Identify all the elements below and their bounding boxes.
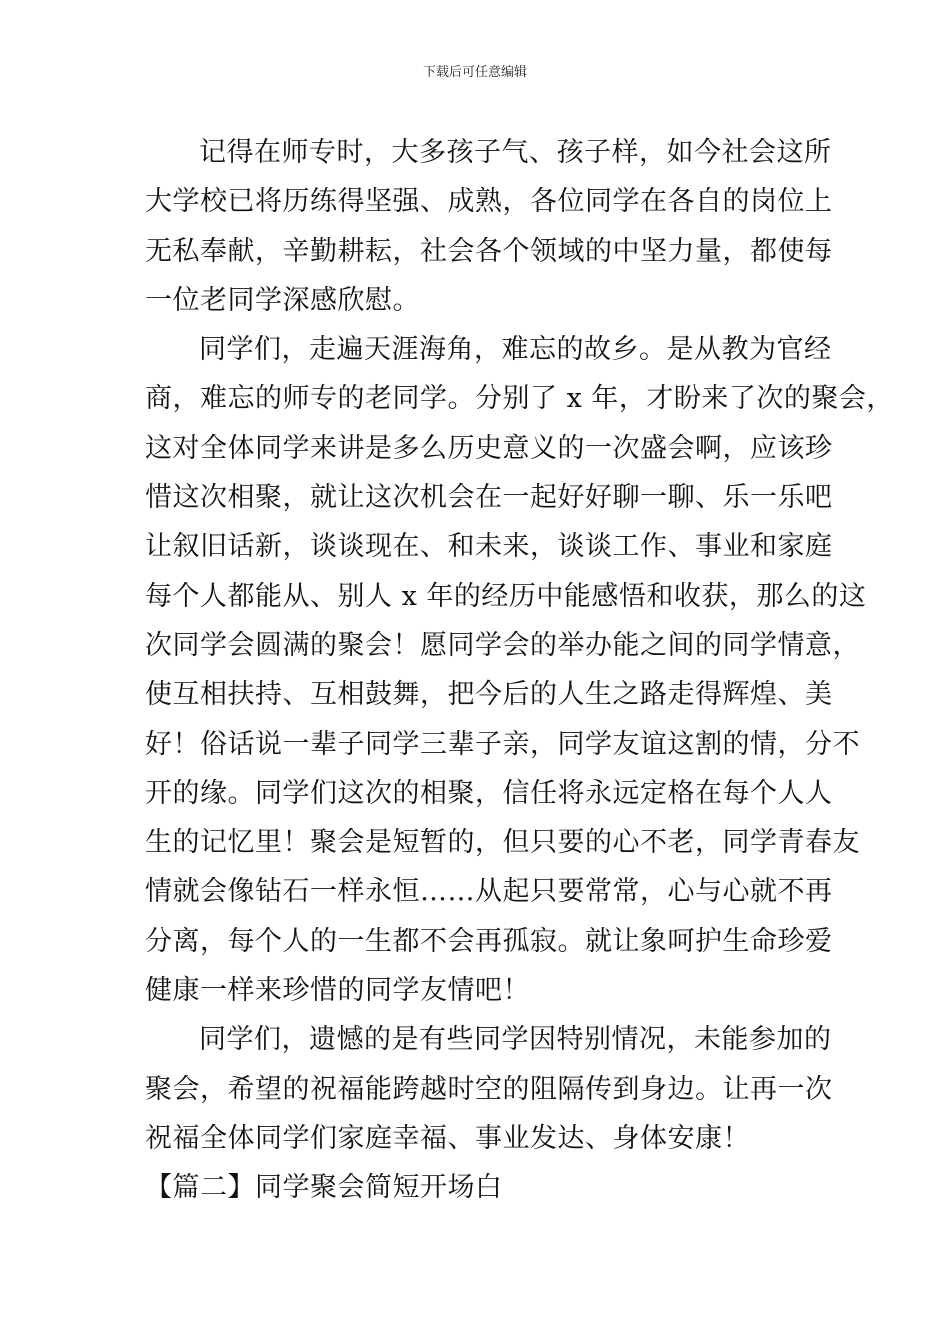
text-line: 次同学会圆满的聚会！愿同学会的举办能之间的同学情意， bbox=[145, 629, 860, 661]
text-line: 分离，每个人的一生都不会再孤寂。就让象呵护生命珍爱 bbox=[145, 925, 833, 957]
document-body bbox=[145, 128, 894, 1213]
text-line: 生的记忆里！聚会是短暂的，但只要的心不老，同学青春友 bbox=[145, 827, 860, 859]
text-line: 同学们，走遍天涯海角，难忘的故乡。是从教为官经 bbox=[199, 334, 832, 366]
paragraph-2 bbox=[145, 325, 894, 1015]
text-line: 商，难忘的师专的老同学。分别了 x 年，才盼来了次的聚会， bbox=[145, 383, 894, 415]
text-line: 每个人都能从、别人 x 年的经历中能感悟和收获，那么的这 bbox=[145, 580, 867, 612]
text-line: 无私奉献，辛勤耕耘，社会各个领域的中坚力量，都使每 bbox=[145, 235, 833, 267]
text-line: 让叙旧话新，谈谈现在、和未来，谈谈工作、事业和家庭 bbox=[145, 531, 833, 563]
text-line: 大学校已将历练得坚强、成熟，各位同学在各自的岗位上 bbox=[145, 186, 833, 218]
section-heading: 【篇二】同学聚会简短开场白 bbox=[145, 1172, 503, 1204]
page-header: 下载后可任意编辑 bbox=[422, 65, 527, 80]
text-line: 情就会像钻石一样永恒……从起只要常常，心与心就不再 bbox=[145, 876, 833, 908]
text-line: 这对全体同学来讲是多么历史意义的一次盛会啊，应该珍 bbox=[145, 432, 833, 464]
text-line: 惜这次相聚，就让这次机会在一起好好聊一聊、乐一乐吧 bbox=[145, 482, 833, 514]
text-line: 一位老同学深感欣慰。 bbox=[145, 284, 420, 316]
text-line: 开的缘。同学们这次的相聚，信任将永远定格在每个人人 bbox=[145, 777, 833, 809]
text-line: 记得在师专时，大多孩子气、孩子样，如今社会这所 bbox=[199, 137, 832, 168]
text-line: 祝福全体同学们家庭幸福、事业发达、身体安康！ bbox=[145, 1122, 750, 1154]
paragraph-1 bbox=[145, 128, 833, 325]
text-line: 健康一样来珍惜的同学友情吧！ bbox=[145, 975, 530, 1007]
paragraph-3 bbox=[145, 1015, 833, 1163]
text-line: 聚会，希望的祝福能跨越时空的阻隔传到身边。让再一次 bbox=[145, 1073, 833, 1105]
text-line: 使互相扶持、互相鼓舞，把今后的人生之路走得辉煌、美 bbox=[145, 679, 833, 711]
text-line: 好！俗话说一辈子同学三辈子亲，同学友谊这割的情，分不 bbox=[145, 728, 860, 760]
text-line: 同学们，遗憾的是有些同学因特别情况，未能参加的 bbox=[199, 1024, 832, 1056]
